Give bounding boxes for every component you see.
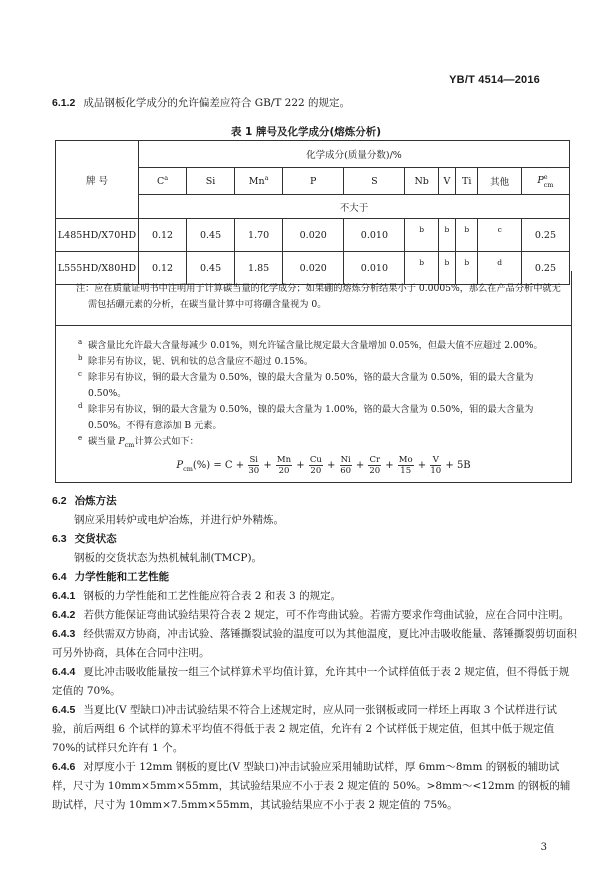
plus-sign: + <box>293 459 308 471</box>
footnote-mark: a <box>78 338 83 346</box>
section-number: 6.2 <box>52 495 67 507</box>
footnote-text: 碳当量 <box>88 436 119 447</box>
footnote-b <box>56 354 571 370</box>
brand-header: 牌 号 <box>56 141 139 219</box>
note-text: 注：应在质量证明书中注明用于计算碳当量的化学成分；如果硼的熔炼分析结果小于 0.0005%，那么在产品分析中就无需包括硼元素的分析，在碳当量计算中可将硼含量视为 0。 <box>76 283 561 310</box>
clause <box>52 663 577 701</box>
value-cell: b <box>405 252 438 285</box>
page-number: 3 <box>540 842 547 853</box>
clause <box>52 606 577 625</box>
section-6-2 <box>52 492 577 815</box>
limit-label: 不大于 <box>139 195 570 219</box>
value-cell: d <box>478 252 521 285</box>
clause <box>52 587 577 606</box>
column-header: S <box>344 168 405 195</box>
footnote-mark: e <box>78 434 83 442</box>
column-header: $P^e_{cm}$ <box>521 168 569 195</box>
formula-lhs: P <box>176 459 184 471</box>
formula-fraction: $\frac{V}{10}$ <box>430 454 442 476</box>
clause-text: 成品钢板化学成分的允许偏差应符合 GB/T 222 的规定。 <box>83 97 351 109</box>
column-header: Ti <box>455 168 478 195</box>
footnote-d <box>56 402 571 434</box>
value-cell: 0.010 <box>344 252 405 285</box>
formula-tail: + 5B <box>445 459 471 471</box>
footnote-c <box>56 370 571 402</box>
footnote-a <box>56 338 571 354</box>
formula-unit: (%) = C + <box>192 459 245 471</box>
chemical-composition-table <box>55 140 570 285</box>
value-cell: 0.12 <box>139 219 187 252</box>
formula-fraction: $\frac{Mo}{15}$ <box>398 454 413 476</box>
table-note <box>55 271 572 326</box>
section-body: 钢板的交货状态为热机械轧制(TMCP)。 <box>74 552 263 564</box>
brand-cell: L555HD/X80HD <box>56 252 139 285</box>
footnote-mark: c <box>78 370 82 378</box>
column-header: P <box>283 168 344 195</box>
footnote-text: 除非另有协议，铌、钒和钛的总含量应不超过 0.15%。 <box>88 356 314 367</box>
column-header: $C^a$ <box>139 168 187 195</box>
column-header: Mn$^a$ <box>235 168 283 195</box>
value-cell: 0.45 <box>187 252 235 285</box>
table-row <box>56 219 570 252</box>
plus-sign: + <box>323 459 339 471</box>
section-number: 6.4 <box>52 571 67 583</box>
clause-text: 若供方能保证弯曲试验结果符合表 2 规定，可不作弯曲试验。若需方要求作弯曲试验，应在合同中注明。 <box>83 609 570 621</box>
formula-lhs-sub: cm <box>183 464 193 473</box>
clause-number: 6.4.4 <box>52 666 76 678</box>
section-title: 力学性能和工艺性能 <box>74 571 170 583</box>
standard-code: YB/T 4514—2016 <box>449 74 540 86</box>
clause-number: 6.4.1 <box>52 590 76 602</box>
brand-cell: L485HD/X70HD <box>56 219 139 252</box>
composition-group-header: 化学成分(质量分数)/% <box>139 141 570 168</box>
value-cell: 0.010 <box>344 219 405 252</box>
value-cell: 0.25 <box>521 252 569 285</box>
pcm-formula <box>56 455 571 477</box>
value-cell: 0.45 <box>187 219 235 252</box>
value-cell: c <box>478 219 521 252</box>
clause <box>52 701 577 758</box>
formula-fraction: $\frac{Mn}{20}$ <box>276 454 292 476</box>
column-header: V <box>438 168 455 195</box>
section-number: 6.3 <box>52 533 67 545</box>
clause-text: 钢板的力学性能和工艺性能应符合表 2 和表 3 的规定。 <box>83 590 342 602</box>
pcm-subscript: cm <box>124 440 135 449</box>
value-cell: b <box>405 219 438 252</box>
value-cell: 0.020 <box>283 219 344 252</box>
clause <box>52 625 577 663</box>
table-footnotes <box>55 326 572 483</box>
clause <box>52 758 577 815</box>
clause-number: 6.1.2 <box>52 97 76 109</box>
value-cell: 0.25 <box>521 219 569 252</box>
formula-fraction: $\frac{Cu}{20}$ <box>309 454 322 476</box>
footnote-mark: d <box>78 402 83 410</box>
clause-text: 当夏比(V 型缺口)冲击试验结果不符合上述规定时，应从同一张钢板或同一样坯上再取 3 个试样进行试验，前后两组 6 个试样的算术平均值不得低于表 2 规定值，允许有 2 个试样低于规定值，但其中低于规定值 70%的试样只允许有 1 个。 <box>52 704 557 754</box>
plus-sign: + <box>260 459 275 471</box>
value-cell: 0.020 <box>283 252 344 285</box>
table-title: 表 1 牌号及化学成分(熔炼分析) <box>230 126 382 138</box>
formula-fraction: $\frac{Ni}{60}$ <box>340 454 352 476</box>
clause-text: 对厚度小于 12mm 钢板的夏比(V 型缺口)冲击试验应采用辅助试样，厚 6mm～8mm 的钢板的辅助试样，尺寸为 10mm×5mm×55mm，其试验结果应不小于表 2 规定值的 50%。>8mm～<12mm 的钢板的辅助试样，尺寸为 10mm×7.5mm×55mm，其试验结果应不小于表 2 规定值的 75%。 <box>52 761 571 811</box>
plus-sign: + <box>382 459 397 471</box>
value-cell: 1.85 <box>235 252 283 285</box>
clause-number: 6.4.3 <box>52 628 76 640</box>
section-title: 交货状态 <box>74 533 117 545</box>
value-cell: 0.12 <box>139 252 187 285</box>
formula-fraction: $\frac{Si}{30}$ <box>248 454 260 476</box>
value-cell: 1.70 <box>235 219 283 252</box>
formula-fraction: $\frac{Cr}{20}$ <box>369 454 381 476</box>
footnote-text: 除非另有协议，铜的最大含量为 0.50%，镍的最大含量为 0.50%，铬的最大含量为 0.50%，钼的最大含量为 0.50%。 <box>88 372 534 399</box>
value-cell: b <box>438 252 455 285</box>
clause-number: 6.4.2 <box>52 609 76 621</box>
plus-sign: + <box>414 459 430 471</box>
plus-sign: + <box>352 459 368 471</box>
footnote-e <box>56 434 571 453</box>
section-body: 钢应采用转炉或电炉冶炼，并进行炉外精炼。 <box>74 514 284 526</box>
section-title: 冶炼方法 <box>74 495 117 507</box>
clause-text: 经供需双方协商，冲击试验、落锤撕裂试验的温度可以为其他温度，夏比冲击吸收能量、落锤撕裂剪切面积可另外协商，具体在合同中注明。 <box>52 628 577 659</box>
clause-6-1-2 <box>52 94 577 113</box>
column-header: 其他 <box>478 168 521 195</box>
value-cell: b <box>455 252 478 285</box>
clause-text: 夏比冲击吸收能量按一组三个试样算术平均值计算，允许其中一个试样值低于表 2 规定值，但不得低于规定值的 70%。 <box>52 666 570 697</box>
clause-number: 6.4.5 <box>52 704 76 716</box>
value-cell: b <box>455 219 478 252</box>
column-header: Si <box>187 168 235 195</box>
clause-number: 6.4.6 <box>52 761 76 773</box>
value-cell: b <box>438 219 455 252</box>
pcm-symbol: P <box>118 436 125 447</box>
footnote-mark: b <box>78 354 83 362</box>
footnote-text: 除非另有协议，铜的最大含量为 0.50%，镍的最大含量为 1.00%，铬的最大含量为 0.50%，钼的最大含量为 0.50%。不得有意添加 B 元素。 <box>88 404 534 431</box>
footnote-text: 碳含量比允许最大含量每减少 0.01%，则允许锰含量比规定最大含量增加 0.05%，但最大值不应超过 2.00%。 <box>88 340 543 351</box>
column-header: Nb <box>405 168 438 195</box>
footnote-text: 计算公式如下： <box>134 436 199 447</box>
